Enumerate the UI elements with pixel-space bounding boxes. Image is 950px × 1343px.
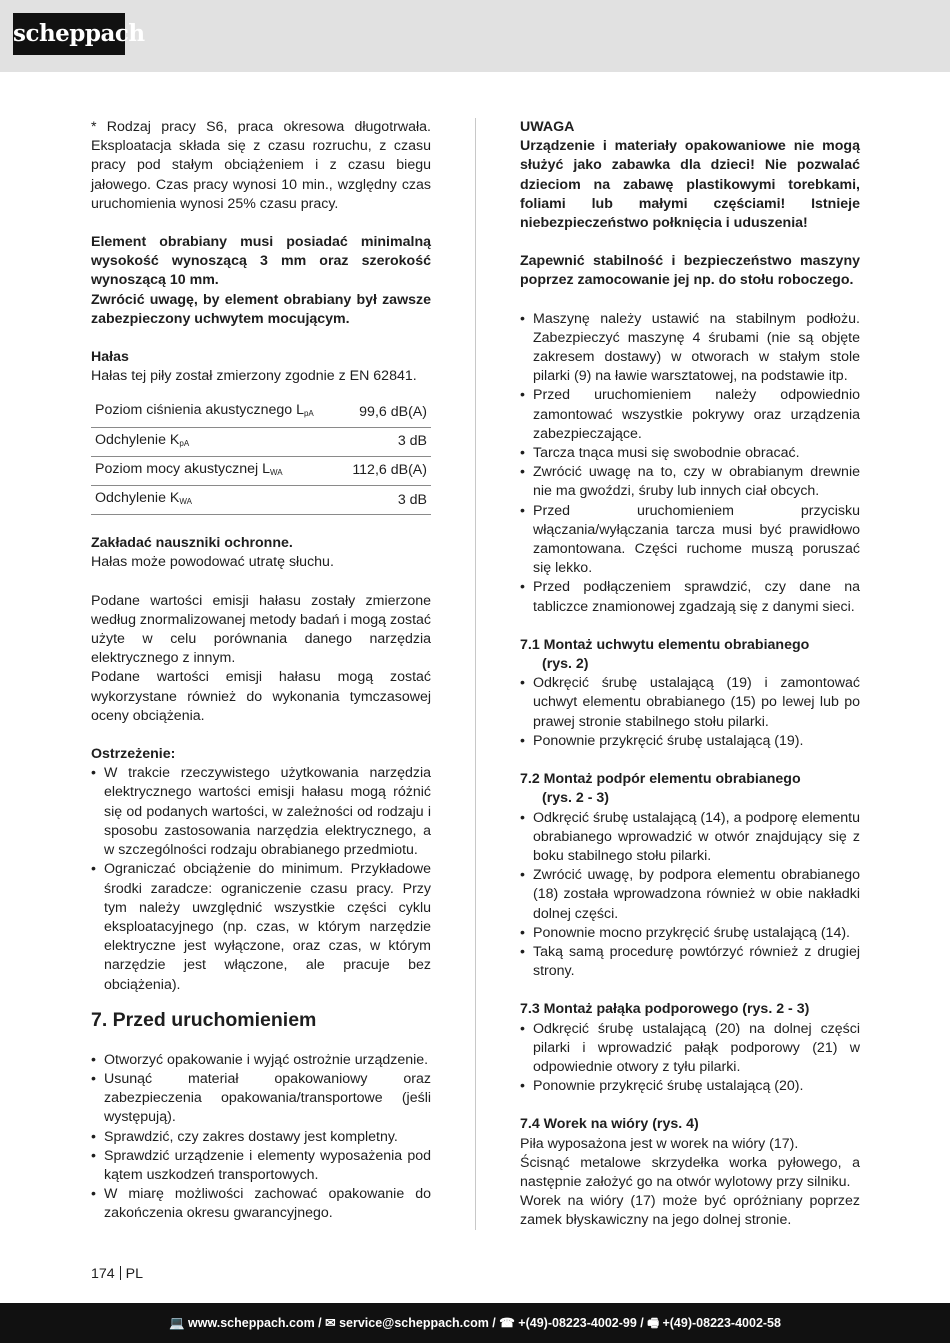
page-number: 174	[91, 1266, 115, 1282]
ear-protection-text: Hałas może powodować utratę słuchu.	[91, 554, 334, 571]
noise-heading: Hałas	[91, 349, 129, 366]
uwaga-heading: UWAGA	[520, 119, 575, 135]
section-7-3-list	[520, 1020, 860, 1097]
list-item: • Przed podłączeniem sprawdzić, czy dane na tabliczce znamionowej zgadzają się z danymi sieci.	[520, 578, 860, 616]
list-item: • Zwrócić uwagę, by podpora elementu obrabianego (18) została wprowadzona również w obie nakładki dolnej części.	[520, 866, 860, 924]
workpiece-size-note: Element obrabiany musi posiadać minimalną wysokość wynoszącą 3 mm oraz szerokość wynoszącą 10 mm.	[91, 234, 431, 289]
table-cell-label: Odchylenie $K_{pA}$	[91, 427, 340, 456]
list-item: • Ponownie przykręcić śrubę ustalającą (20).	[520, 1077, 860, 1096]
list-item: • W trakcie rzeczywistego użytkowania narzędzia elektrycznego wartości emisji hałasu mogą różnić się od podanych wartości, w zależności od rodzaju i sposobu zastosowania narzędzia elektrycznego, a w szczególności rodzaju obrabianego przedmiotu.	[91, 764, 431, 860]
emission-text-1: Podane wartości emisji hałasu zostały zmierzone według znormalizowanej metody badań i mogą zostać użyte w celu porównania danego narzędzia elektrycznego z innym.	[91, 592, 431, 667]
list-item: • Ograniczać obciążenie do minimum. Przykładowe środki zaradcze: ograniczenie czasu pracy. Przy tym należy uwzględnić wszystkie części cyklu eksploatacyjnego (np. czas, w którym narzędzie elektryczne jest wyłączone, oraz czas, w którym narzędzie jest włączone, ale pracuje bez obciążenia).	[91, 860, 431, 994]
table-cell-label: Odchylenie $K_{WA}$	[91, 486, 340, 515]
table-cell-value: 3 dB	[340, 486, 431, 515]
list-item: • Odkręcić śrubę ustalającą (14), a podporę elementu obrabianego wprowadzić w otwór znajdujący się z boku stabilnego stołu pilarki.	[520, 809, 860, 867]
list-item: • Usunąć materiał opakowaniowy oraz zabezpieczenia opakowania/transportowe (jeśli występują).	[91, 1070, 431, 1128]
table-cell-value: 112,6 dB(A)	[340, 456, 431, 485]
list-item: • Przed uruchomieniem należy odpowiednio zamontować wszystkie pokrywy oraz urządzenia zabezpieczające.	[520, 386, 860, 444]
page-footer	[91, 1266, 143, 1282]
page-separator	[120, 1266, 121, 1280]
workpiece-clamp-note: Zwrócić uwagę, by element obrabiany był zawsze zabezpieczony uchwytem mocującym.	[91, 291, 431, 327]
stability-text: Zapewnić stabilność i bezpieczeństwo maszyny poprzez zamocowanie jej np. do stołu roboczego.	[520, 253, 860, 289]
ear-protection-heading: Zakładać nauszniki ochronne.	[91, 535, 293, 552]
list-item: • Sprawdzić urządzenie i elementy wyposażenia pod kątem uszkodzeń transportowych.	[91, 1147, 431, 1185]
table-cell-label: Poziom mocy akustycznej $L_{WA}$	[91, 456, 340, 485]
startup-list	[91, 1051, 431, 1224]
section-title: 7. Przed uruchomieniem	[91, 1008, 317, 1031]
list-item: • Sprawdzić, czy zakres dostawy jest kompletny.	[91, 1128, 431, 1147]
list-item: • Odkręcić śrubę ustalającą (19) i zamontować uchwyt elementu obrabianego (15) po lewej lub po prawej stronie stabilnego stołu pilarki.	[520, 674, 860, 732]
section-7-4-line: Piła wyposażona jest w worek na wióry (17).	[520, 1135, 799, 1152]
noise-text: Hałas tej piły został zmierzony zgodnie z EN 62841.	[91, 368, 417, 385]
brand-logo: scheppach	[13, 13, 125, 55]
section-7-2-figure-ref: (rys. 2 - 3)	[542, 790, 610, 807]
header-band	[0, 0, 950, 72]
section-7-3-title: 7.3 Montaż pałąka podporowego (rys. 2 - 3)	[520, 1001, 810, 1018]
table-row	[91, 486, 431, 515]
section-7-1-list	[520, 674, 860, 751]
section-7-1-title: 7.1 Montaż uchwytu elementu obrabianego	[520, 636, 810, 653]
table-row	[91, 427, 431, 456]
language-code: PL	[125, 1266, 144, 1282]
section-7-4-title: 7.4 Worek na wióry (rys. 4)	[520, 1116, 699, 1133]
table-cell-label: Poziom ciśnienia akustycznego $L_{pA}$	[91, 398, 340, 427]
table-row	[91, 398, 431, 427]
table-row	[91, 456, 431, 485]
table-cell-value: 99,6 dB(A)	[340, 398, 431, 427]
operating-mode-note: * Rodzaj pracy S6, praca okresowa długotrwała. Eksploatacja składa się z czasu rozruchu, z czasu pracy pod stałym obciążeniem i z czasu biegu jałowego. Czas pracy wynosi 10 min., względny czas uruchomienia wynosi 25% czasu pracy.	[91, 119, 431, 212]
list-item: • W miarę możliwości zachować opakowanie do zakończenia okresu gwarancyjnego.	[91, 1185, 431, 1223]
uwaga-text: Urządzenie i materiały opakowaniowe nie mogą służyć jako zabawka dla dzieci! Nie pozwalać dzieciom na zabawę plastikowymi torebkami, foliami lub małymi częściami! Istnieje niebezpieczeństwo połknięcia i uduszenia!	[520, 138, 860, 232]
list-item: • Otworzyć opakowanie i wyjąć ostrożnie urządzenie.	[91, 1051, 431, 1070]
section-7-2-list	[520, 809, 860, 982]
left-column	[91, 118, 431, 1224]
setup-list	[520, 310, 860, 617]
table-cell-value: 3 dB	[340, 427, 431, 456]
column-divider	[475, 118, 476, 1230]
emission-text-2: Podane wartości emisji hałasu mogą zostać wykorzystane również do wykonania tymczasowej oceny obciążenia.	[91, 669, 431, 724]
warning-list	[91, 764, 431, 994]
contact-bar	[0, 1303, 950, 1343]
list-item: • Maszynę należy ustawić na stabilnym podłożu. Zabezpieczyć maszynę 4 śrubami (nie są objęte zakresem dostawy) w otworach w stałym stole pilarki (9) na ławie warsztatowej, na podstawie itp.	[520, 310, 860, 387]
warning-heading: Ostrzeżenie:	[91, 746, 176, 763]
list-item: • Przed uruchomieniem przycisku włączania/wyłączania tarcza musi być prawidłowo zamontowana. Części ruchome muszą poruszać się lekko.	[520, 502, 860, 579]
list-item: • Odkręcić śrubę ustalającą (20) na dolnej części pilarki i wprowadzić pałąk podporowy (21) w odpowiednie otwory z tyłu pilarki.	[520, 1020, 860, 1078]
section-7-4-line: Ścisnąć metalowe skrzydełka worka pyłowego, a następnie założyć go na otwór wylotowy przy silniku.	[520, 1154, 860, 1190]
section-7-4-line: Worek na wióry (17) może być opróżniany poprzez zamek błyskawiczny na jego dolnej stronie.	[520, 1193, 860, 1229]
list-item: • Taką samą procedurę powtórzyć również z drugiej strony.	[520, 943, 860, 981]
section-7-1-figure-ref: (rys. 2)	[542, 656, 589, 673]
list-item: • Zwrócić uwagę na to, czy w obrabianym drewnie nie ma gwoździ, śruby lub innych ciał obcych.	[520, 463, 860, 501]
noise-table	[91, 398, 431, 515]
right-column	[520, 118, 860, 1231]
list-item: • Ponownie mocno przykręcić śrubę ustalającą (14).	[520, 924, 860, 943]
list-item: • Ponownie przykręcić śrubę ustalającą (19).	[520, 732, 860, 751]
contact-info: 💻 www.scheppach.com / ✉ service@scheppach.com / ☎ +(49)-08223-4002-99 / 🖷 +(49)-08223-4002-58	[169, 1316, 781, 1330]
section-7-2-title: 7.2 Montaż podpór elementu obrabianego	[520, 771, 801, 788]
list-item: • Tarcza tnąca musi się swobodnie obracać.	[520, 444, 860, 463]
